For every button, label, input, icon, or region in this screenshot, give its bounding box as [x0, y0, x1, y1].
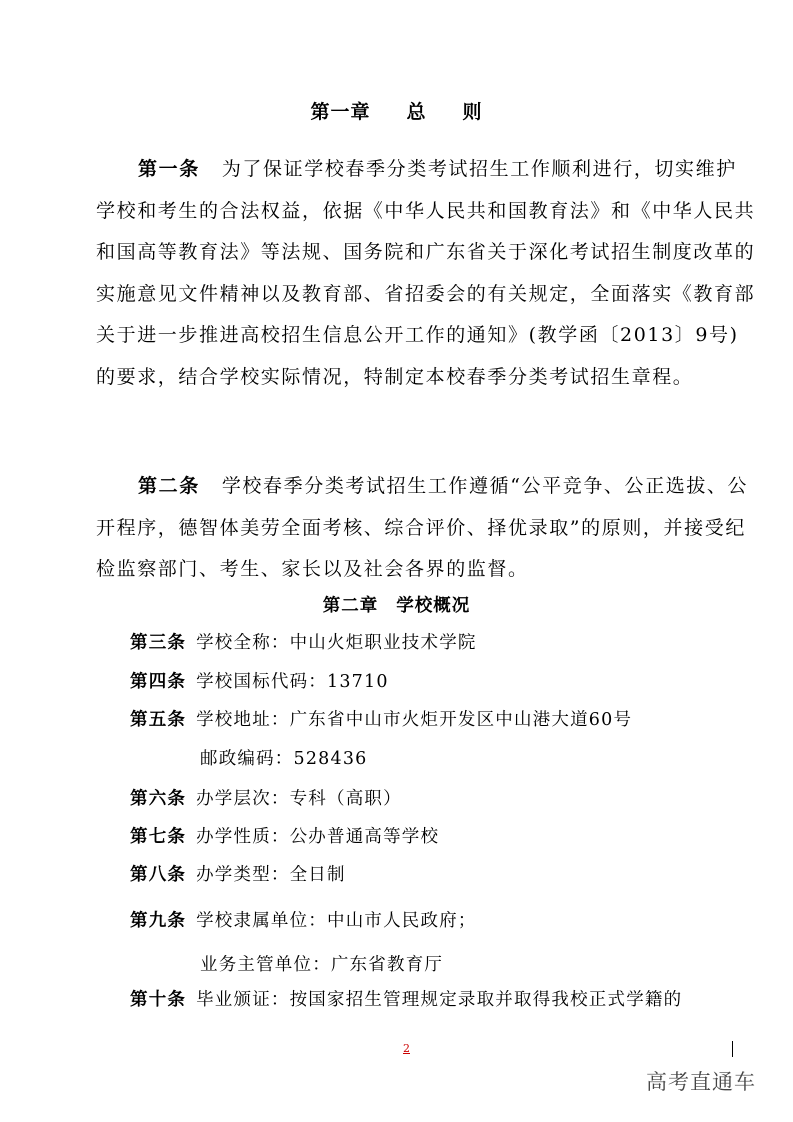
article-10	[130, 986, 682, 1011]
article-9-supervisor: 业务主管单位：广东省教育厅	[200, 955, 444, 975]
article-4-label: 第四条	[130, 672, 187, 692]
margin-mark	[732, 1041, 733, 1057]
article-6-text: 办学层次：专科（高职）	[196, 789, 402, 809]
chapter-2-number: 第二章	[322, 596, 379, 616]
article-3-text: 学校全称：中山火炬职业技术学院	[196, 633, 477, 653]
article-7	[130, 823, 439, 848]
page-number: 2	[403, 1042, 410, 1055]
article-10-label: 第十条	[130, 990, 187, 1010]
article-10-text: 毕业颁证：按国家招生管理规定录取并取得我校正式学籍的	[196, 990, 683, 1010]
article-9	[130, 907, 477, 932]
article-9-label: 第九条	[130, 911, 187, 931]
article-3-label: 第三条	[130, 633, 187, 653]
article-8-text: 办学类型：全日制	[196, 865, 346, 885]
article-7-text: 办学性质：公办普通高等学校	[196, 827, 440, 847]
watermark: 高考直通车	[646, 1070, 756, 1094]
article-9-text: 学校隶属单位：中山市人民政府；	[196, 911, 477, 931]
chapter-1-number: 第一章	[310, 101, 371, 123]
article-5-label: 第五条	[130, 710, 187, 730]
article-5	[130, 706, 632, 731]
article-1	[96, 149, 756, 398]
article-2-label: 第二条	[138, 475, 200, 497]
article-8	[130, 861, 346, 886]
article-5-postal: 邮政编码：528436	[200, 749, 368, 769]
article-8-label: 第八条	[130, 865, 187, 885]
chapter-1-title	[0, 97, 793, 124]
article-1-label: 第一条	[138, 158, 200, 180]
article-3	[130, 629, 477, 654]
article-6	[130, 785, 402, 810]
article-5-text: 学校地址：广东省中山市火炬开发区中山港大道60号	[196, 710, 633, 730]
chapter-2-title-text: 学校概况	[396, 596, 471, 616]
article-7-label: 第七条	[130, 827, 187, 847]
article-4	[130, 668, 389, 693]
article-4-text: 学校国标代码：13710	[196, 672, 389, 692]
chapter-1-title-part1: 总	[406, 101, 427, 123]
chapter-2-title	[0, 592, 793, 617]
chapter-1-title-part2: 则	[462, 101, 483, 123]
article-6-label: 第六条	[130, 789, 187, 809]
article-1-text: 为了保证学校春季分类考试招生工作顺利进行，切实维护学校和考生的合法权益，依据《中华人民共和国教育法》和《中华人民共和国高等教育法》等法规、国务院和广东省关于深化考试招生制度改革的实施意见文件精神以及教育部、省招委会的有关规定，全面落实《教育部关于进一步推进高校招生信息公开工作的通知》(教学函〔2013〕9号)的要求，结合学校实际情况，特制定本校春季分类考试招生章程。	[96, 158, 756, 388]
article-2-text: 学校春季分类考试招生工作遵循“公平竞争、公正选拔、公开程序，德智体美劳全面考核、综合评价、择优录取”的原则，并接受纪检监察部门、考生、家长以及社会各界的监督。	[96, 475, 749, 580]
article-2	[96, 466, 756, 591]
